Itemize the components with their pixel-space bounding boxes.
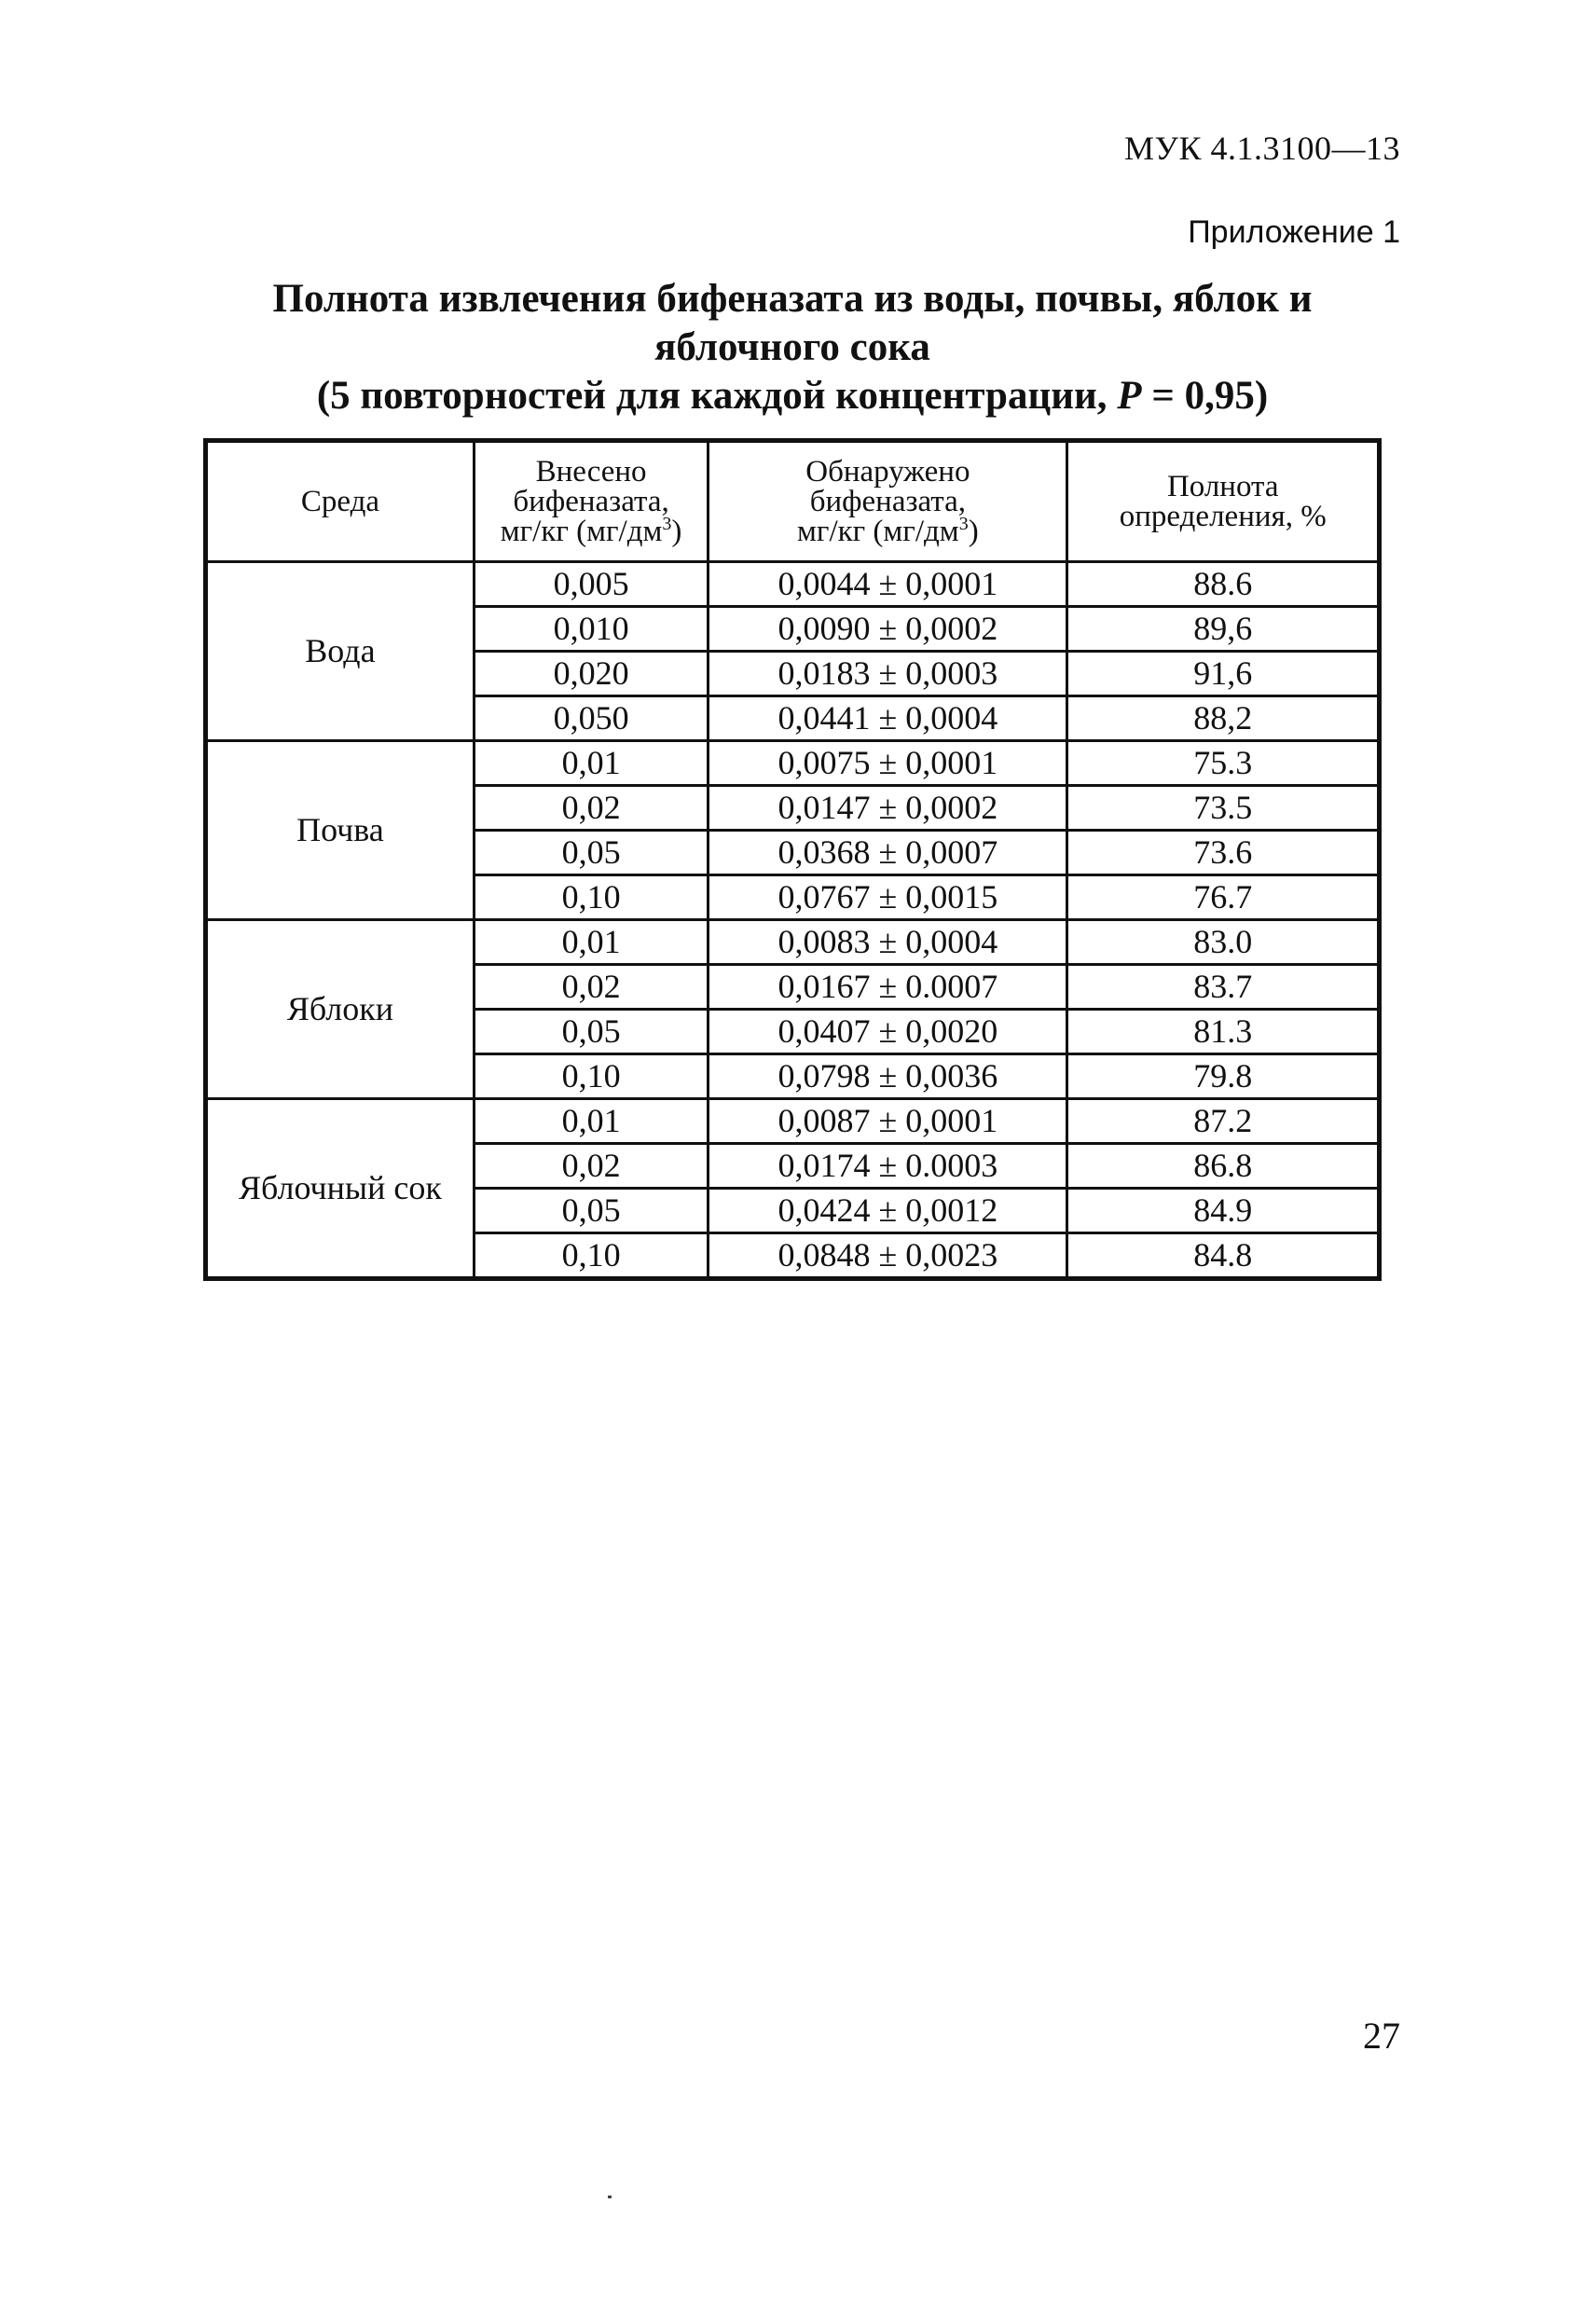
document-code: МУК 4.1.3100—13 — [1123, 130, 1400, 167]
recovery-cell: 76.7 — [1067, 875, 1380, 920]
recovery-cell: 88,2 — [1067, 696, 1380, 741]
medium-cell: Яблочный сок — [206, 1099, 475, 1279]
recovery-cell: 75.3 — [1067, 741, 1380, 786]
found-cell: 0,0368 ± 0,0007 — [709, 831, 1067, 875]
title-line-3 — [205, 372, 1380, 420]
found-cell: 0,0798 ± 0,0036 — [709, 1054, 1067, 1099]
appendix-label: Приложение 1 — [1188, 214, 1400, 250]
recovery-cell: 73.5 — [1067, 786, 1380, 831]
medium-cell: Вода — [206, 562, 475, 741]
added-cell: 0,10 — [474, 1233, 708, 1279]
found-cell: 0,0848 ± 0,0023 — [709, 1233, 1067, 1279]
found-cell: 0,0044 ± 0,0001 — [709, 562, 1067, 607]
found-cell: 0,0083 ± 0,0004 — [709, 920, 1067, 965]
header-added-close: ) — [671, 515, 682, 548]
title-line-2: яблочного сока — [654, 325, 930, 369]
added-cell: 0,02 — [474, 786, 708, 831]
added-cell: 0,05 — [474, 831, 708, 875]
header-added-line-3 — [475, 516, 707, 546]
recovery-table-container — [203, 438, 1382, 1281]
recovery-cell: 89,6 — [1067, 607, 1380, 652]
added-cell: 0,10 — [474, 875, 708, 920]
added-cell: 0,02 — [474, 1144, 708, 1189]
header-added-line-1: Внесено — [535, 455, 647, 489]
found-cell: 0,0407 ± 0,0020 — [709, 1010, 1067, 1054]
added-cell: 0,01 — [474, 1099, 708, 1144]
added-cell: 0,05 — [474, 1189, 708, 1233]
recovery-cell: 81.3 — [1067, 1010, 1380, 1054]
added-cell: 0,01 — [474, 920, 708, 965]
table-row — [206, 562, 1380, 607]
found-cell: 0,0167 ± 0.0007 — [709, 965, 1067, 1010]
header-found-sup: 3 — [958, 514, 969, 534]
scan-speck — [608, 2196, 612, 2198]
recovery-cell: 79.8 — [1067, 1054, 1380, 1099]
recovery-cell: 91,6 — [1067, 652, 1380, 696]
added-cell: 0,005 — [474, 562, 708, 607]
found-cell: 0,0174 ± 0.0003 — [709, 1144, 1067, 1189]
added-cell: 0,10 — [474, 1054, 708, 1099]
header-found-line-3 — [709, 516, 1066, 546]
recovery-cell: 86.8 — [1067, 1144, 1380, 1189]
found-cell: 0,0090 ± 0,0002 — [709, 607, 1067, 652]
medium-cell: Яблоки — [206, 920, 475, 1099]
title-line-3-suffix: = 0,95) — [1141, 374, 1269, 418]
recovery-cell: 83.7 — [1067, 965, 1380, 1010]
recovery-cell: 84.8 — [1067, 1233, 1380, 1279]
header-found-unit: мг/кг (мг/дм — [797, 515, 959, 548]
added-cell: 0,01 — [474, 741, 708, 786]
table-body — [206, 562, 1380, 1279]
added-cell: 0,020 — [474, 652, 708, 696]
recovery-cell: 88.6 — [1067, 562, 1380, 607]
title-probability-symbol: P — [1117, 374, 1142, 418]
header-added — [474, 441, 708, 562]
header-added-sup: 3 — [662, 514, 672, 534]
header-recovery-line-2: определения, % — [1119, 500, 1327, 533]
found-cell: 0,0441 ± 0,0004 — [709, 696, 1067, 741]
added-cell: 0,05 — [474, 1010, 708, 1054]
table-row — [206, 1099, 1380, 1144]
found-cell: 0,0075 ± 0,0001 — [709, 741, 1067, 786]
header-recovery-line-1: Полнота — [1166, 470, 1279, 503]
recovery-cell: 84.9 — [1067, 1189, 1380, 1233]
recovery-table — [203, 438, 1382, 1281]
header-found-close: ) — [968, 515, 979, 548]
added-cell: 0,02 — [474, 965, 708, 1010]
header-added-unit: мг/кг (мг/дм — [500, 515, 663, 548]
found-cell: 0,0087 ± 0,0001 — [709, 1099, 1067, 1144]
header-found-line-2: бифеназата, — [809, 485, 967, 518]
header-found-line-1: Обнаружено — [805, 455, 970, 489]
title-line-3-prefix: (5 повторностей для каждой концентрации, — [316, 374, 1118, 418]
table-row — [206, 741, 1380, 786]
recovery-cell: 73.6 — [1067, 831, 1380, 875]
added-cell: 0,050 — [474, 696, 708, 741]
page-number: 27 — [1363, 2015, 1400, 2057]
header-recovery — [1067, 441, 1380, 562]
header-found — [709, 441, 1067, 562]
found-cell: 0,0183 ± 0,0003 — [709, 652, 1067, 696]
header-added-line-2: бифеназата, — [513, 485, 669, 518]
found-cell: 0,0767 ± 0,0015 — [709, 875, 1067, 920]
found-cell: 0,0424 ± 0,0012 — [709, 1189, 1067, 1233]
table-title — [205, 275, 1380, 420]
recovery-cell: 87.2 — [1067, 1099, 1380, 1144]
added-cell: 0,010 — [474, 607, 708, 652]
header-medium: Среда — [206, 441, 475, 562]
table-row — [206, 920, 1380, 965]
medium-cell: Почва — [206, 741, 475, 920]
title-line-1: Полнота извлечения бифеназата из воды, почвы, яблок и — [272, 277, 1313, 321]
recovery-cell: 83.0 — [1067, 920, 1380, 965]
found-cell: 0,0147 ± 0,0002 — [709, 786, 1067, 831]
table-header-row — [206, 441, 1380, 562]
